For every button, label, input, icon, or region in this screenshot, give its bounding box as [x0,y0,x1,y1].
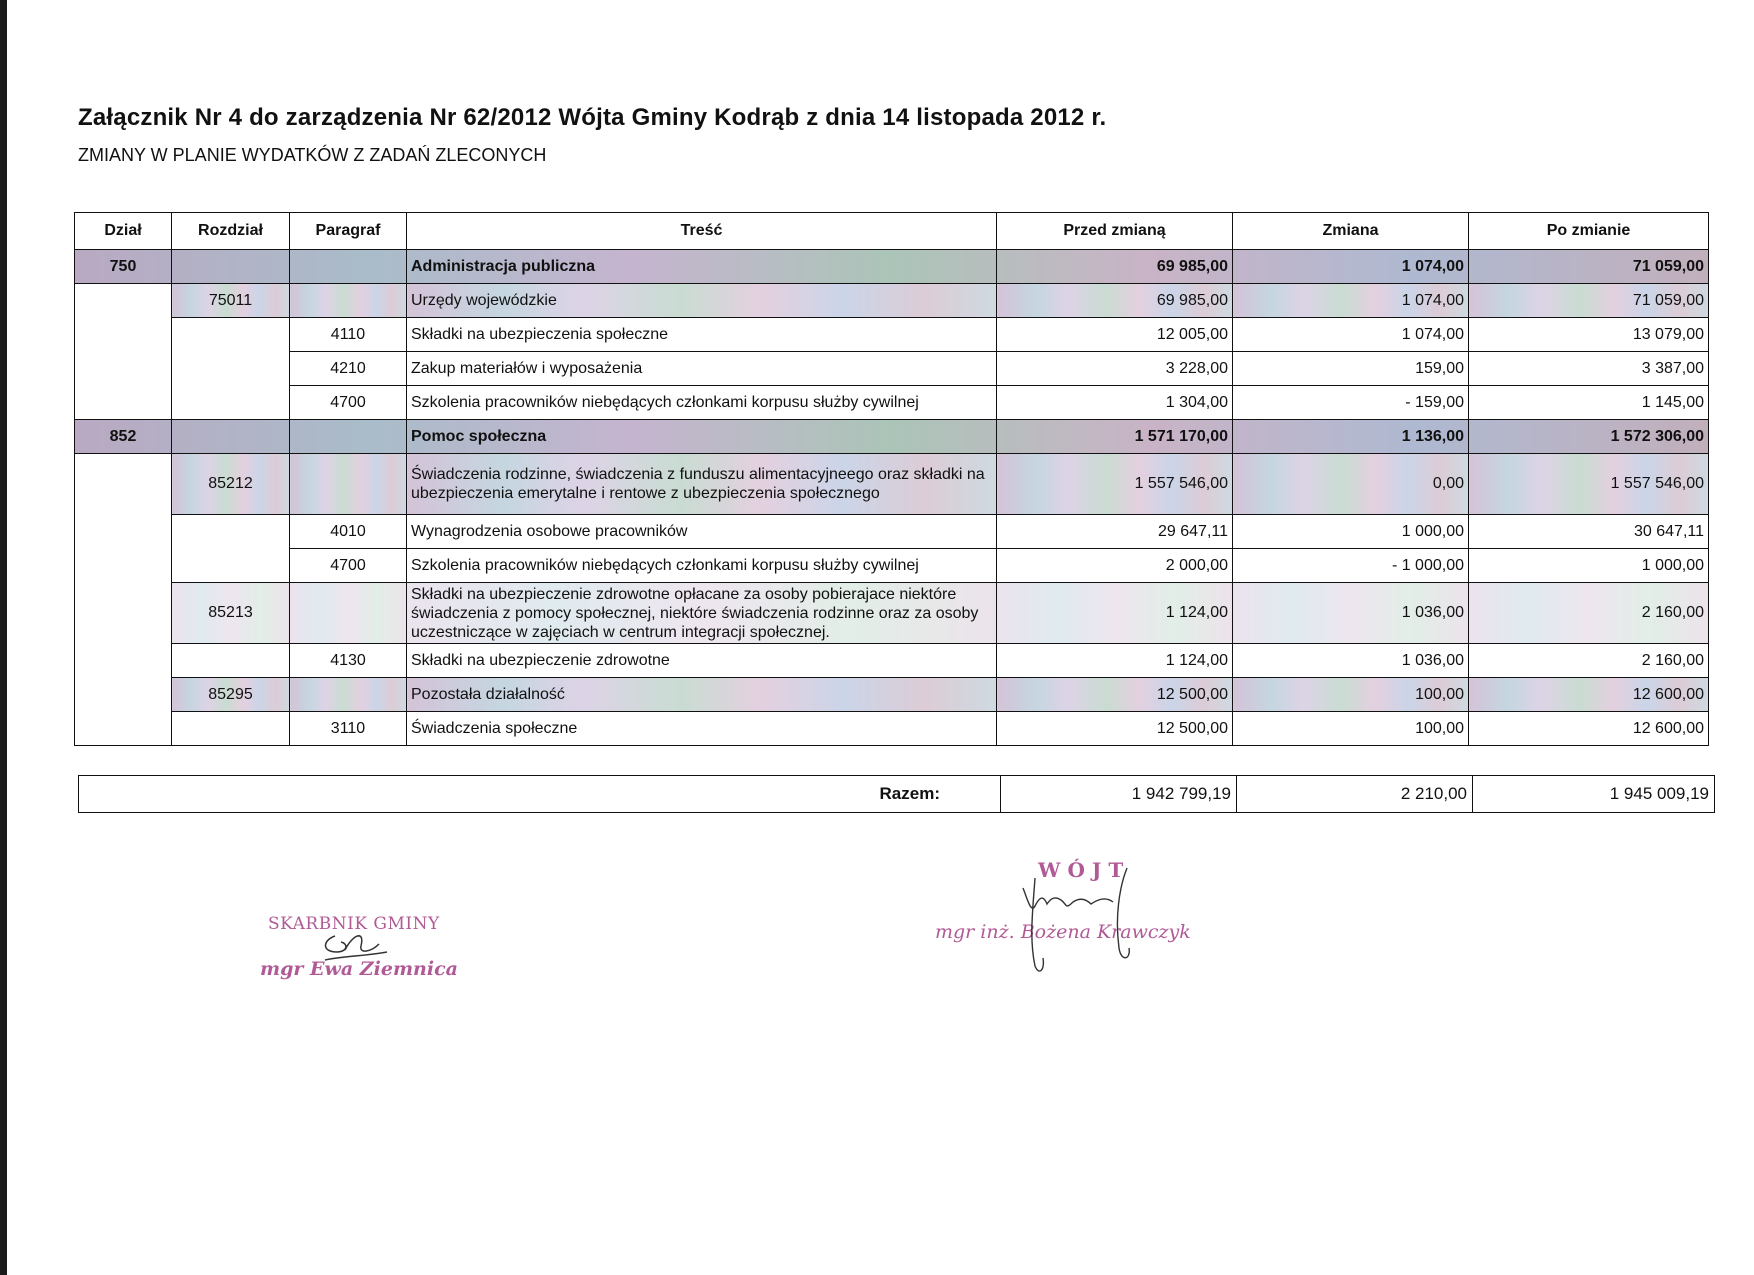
cell-zmiana: 1 074,00 [1233,318,1469,352]
cell-przed: 12 005,00 [997,318,1233,352]
cell-przed: 69 985,00 [997,250,1233,284]
cell-przed: 1 557 546,00 [997,454,1233,515]
cell-zmiana: 0,00 [1233,454,1469,515]
table-row [75,284,1709,318]
cell-po: 1 000,00 [1469,549,1709,583]
cell-paragraf [290,454,407,515]
cell-po: 13 079,00 [1469,318,1709,352]
total-zmiana: 2 210,00 [1237,776,1473,813]
cell-paragraf [290,250,407,284]
cell-rozdzial: 75011 [172,284,290,318]
cell-przed: 3 228,00 [997,352,1233,386]
table-row [75,549,1709,583]
cell-dzial-empty [75,454,172,746]
table-row [75,454,1709,515]
table-row [75,250,1709,284]
expenditure-table [74,212,1709,746]
cell-zmiana: - 1 000,00 [1233,549,1469,583]
header-zmiana: Zmiana [1233,213,1469,250]
cell-paragraf: 4130 [290,644,407,678]
cell-dzial: 852 [75,420,172,454]
document-subtitle: ZMIANY W PLANIE WYDATKÓW Z ZADAŃ ZLECONYCH [78,145,547,165]
cell-paragraf: 4210 [290,352,407,386]
cell-paragraf: 4110 [290,318,407,352]
table-row [75,515,1709,549]
cell-rozdzial-empty [172,644,290,678]
header-rozdzial: Rozdział [172,213,290,250]
cell-po: 2 160,00 [1469,644,1709,678]
header-dzial: Dział [75,213,172,250]
cell-przed: 1 124,00 [997,644,1233,678]
cell-tresc: Urzędy wojewódzkie [407,284,997,318]
cell-paragraf [290,284,407,318]
cell-paragraf: 4700 [290,386,407,420]
cell-paragraf [290,420,407,454]
cell-przed: 1 124,00 [997,583,1233,644]
cell-po: 1 145,00 [1469,386,1709,420]
cell-po: 1 557 546,00 [1469,454,1709,515]
cell-po: 71 059,00 [1469,284,1709,318]
mayor-stamp-title: WÓJT [1038,858,1131,882]
cell-po: 3 387,00 [1469,352,1709,386]
total-label: Razem: [79,776,1001,813]
cell-po: 30 647,11 [1469,515,1709,549]
header-tresc: Treść [407,213,997,250]
total-przed: 1 942 799,19 [1001,776,1237,813]
cell-zmiana: 1 036,00 [1233,583,1469,644]
cell-tresc: Składki na ubezpieczenie zdrowotne opłacane za osoby pobierajace niektóre świadczenia z pomocy społecznej, niektóre świadczenia rodzinne oraz za osoby uczestniczące w zajęciach w centrum integracji społecznej. [407,583,997,644]
cell-po: 2 160,00 [1469,583,1709,644]
total-table [78,775,1715,813]
table-row [75,712,1709,746]
cell-zmiana: 1 136,00 [1233,420,1469,454]
cell-rozdzial [172,250,290,284]
header-paragraf: Paragraf [290,213,407,250]
cell-po: 12 600,00 [1469,678,1709,712]
cell-dzial: 750 [75,250,172,284]
mayor-signature [1015,858,1155,978]
total-po: 1 945 009,19 [1473,776,1715,813]
cell-przed: 12 500,00 [997,678,1233,712]
scan-edge [0,0,7,1275]
cell-rozdzial: 85295 [172,678,290,712]
cell-paragraf: 3110 [290,712,407,746]
cell-przed: 69 985,00 [997,284,1233,318]
table-row [75,318,1709,352]
cell-zmiana: 159,00 [1233,352,1469,386]
cell-paragraf: 4700 [290,549,407,583]
cell-rozdzial-empty [172,318,290,420]
treasurer-stamp-name: mgr Ewa Ziemnica [260,958,458,980]
table-row [75,352,1709,386]
cell-tresc: Zakup materiałów i wyposażenia [407,352,997,386]
cell-tresc: Wynagrodzenia osobowe pracowników [407,515,997,549]
cell-przed: 2 000,00 [997,549,1233,583]
cell-po: 1 572 306,00 [1469,420,1709,454]
cell-przed: 29 647,11 [997,515,1233,549]
cell-tresc: Świadczenia rodzinne, świadczenia z funduszu alimentacyjneego oraz składki na ubezpieczenia emerytalne i rentowe z ubezpieczenia społecznego [407,454,997,515]
header-przed: Przed zmianą [997,213,1233,250]
cell-tresc: Szkolenia pracowników niebędących członkami korpusu służby cywilnej [407,549,997,583]
table-row [75,583,1709,644]
cell-tresc: Pozostała działalność [407,678,997,712]
cell-zmiana: - 159,00 [1233,386,1469,420]
cell-zmiana: 1 000,00 [1233,515,1469,549]
cell-dzial-empty [75,284,172,420]
table-row [75,420,1709,454]
cell-rozdzial: 85212 [172,454,290,515]
cell-tresc: Świadczenia społeczne [407,712,997,746]
cell-rozdzial: 85213 [172,583,290,644]
cell-tresc: Składki na ubezpieczenie zdrowotne [407,644,997,678]
table-header-row [75,213,1709,250]
cell-zmiana: 1 074,00 [1233,284,1469,318]
cell-paragraf [290,678,407,712]
cell-po: 12 600,00 [1469,712,1709,746]
cell-zmiana: 1 036,00 [1233,644,1469,678]
cell-przed: 1 304,00 [997,386,1233,420]
treasurer-stamp-title: SKARBNIK GMINY [268,914,440,934]
cell-przed: 12 500,00 [997,712,1233,746]
table-row [75,678,1709,712]
cell-tresc: Pomoc społeczna [407,420,997,454]
cell-rozdzial-empty [172,515,290,583]
cell-zmiana: 100,00 [1233,712,1469,746]
treasurer-signature [315,922,395,968]
mayor-stamp-name: mgr inż. Bożena Krawczyk [935,921,1191,943]
cell-rozdzial [172,420,290,454]
cell-tresc: Administracja publiczna [407,250,997,284]
cell-paragraf [290,583,407,644]
cell-po: 71 059,00 [1469,250,1709,284]
cell-rozdzial-empty [172,712,290,746]
cell-tresc: Szkolenia pracowników niebędących członkami korpusu służby cywilnej [407,386,997,420]
cell-tresc: Składki na ubezpieczenia społeczne [407,318,997,352]
cell-przed: 1 571 170,00 [997,420,1233,454]
table-row [75,644,1709,678]
table-row [75,386,1709,420]
cell-paragraf: 4010 [290,515,407,549]
header-po: Po zmianie [1469,213,1709,250]
cell-zmiana: 100,00 [1233,678,1469,712]
cell-zmiana: 1 074,00 [1233,250,1469,284]
document-title: Załącznik Nr 4 do zarządzenia Nr 62/2012 Wójta Gminy Kodrąb z dnia 14 listopada 2012 r. [78,104,1107,131]
total-row [79,776,1715,813]
